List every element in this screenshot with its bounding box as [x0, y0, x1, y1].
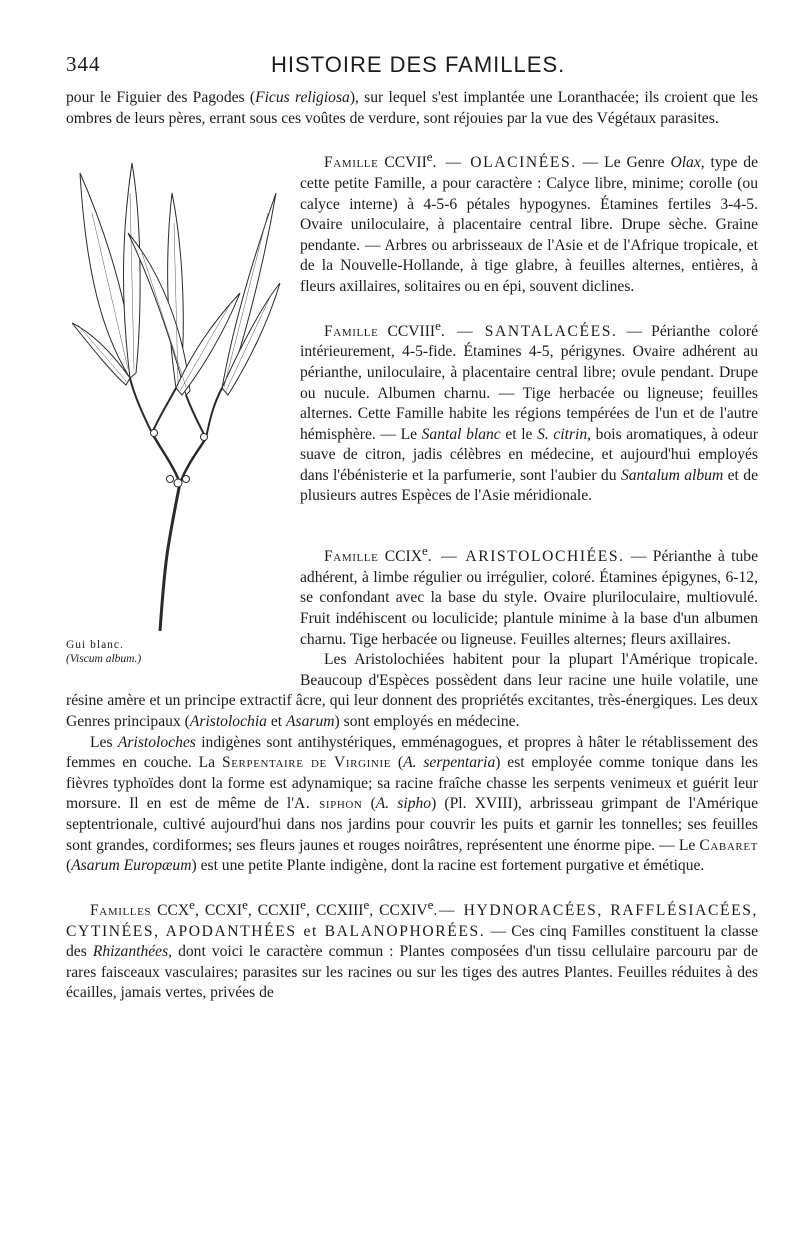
genus-name: Aristolochia [189, 713, 267, 730]
separator: , [247, 901, 258, 919]
family-number: CCXI [204, 901, 243, 919]
family-number: CCXIII [315, 901, 364, 919]
family-label: Famille [324, 154, 379, 172]
family-number-sup: e [363, 896, 370, 912]
species-name: A. serpentaria [403, 754, 496, 772]
family-number-sup: e [426, 149, 433, 165]
species-name: Serpentaire de Virginie [221, 754, 392, 772]
family-title: . — ARISTOLOCHIÉES. [427, 548, 625, 566]
family-text: , dont voici le caractère commun : Plantes composées d'un tissu cellulaire parcouru par de rares faisceaux vasculaires; parasites sur les racines ou sur les tiges des autres Plantes. Feuilles réduites à des écailles, jamais vertes, privées de [66, 943, 758, 1002]
genus-name: Olax [670, 154, 701, 172]
family-text: — Le Genre [576, 154, 671, 172]
family-label: Familles [90, 901, 152, 919]
family-text: et de plusieurs autres Espèces de l'Asie méridionale. [300, 466, 758, 505]
species-name: Cabaret [699, 836, 758, 854]
genus-name: Aristoloches [117, 733, 196, 751]
family-number: CCX [157, 901, 190, 919]
species-name: Santal blanc [421, 425, 501, 443]
family-text: — Périanthe coloré intérieurement, 4-5-fide. Étamines 4-5, périgynes. Ovaire adhérent au périanthe, uniloculaire, à placentaire central libre; ovule pendant. Drupe ou nucule. Albumen charnu. — Tige herbacée ou ligneuse; feuilles alternes. Cette Famille habite les régions tempérées de l'un et de l'autre hémisphère. — Le [300, 322, 758, 443]
family-label: Famille [324, 548, 379, 566]
species-name: Santalum album [620, 466, 724, 484]
running-header [66, 52, 756, 82]
family-number-sup: e [421, 543, 428, 559]
family-number-sup: e [435, 317, 441, 333]
spacer [66, 877, 758, 895]
family-text: — Ces cinq Familles constituent la classe des [66, 922, 758, 961]
aristolochiees-paragraph-3 [66, 733, 758, 877]
page-body [66, 88, 758, 1004]
species-name: Asarum Europæum [71, 857, 192, 875]
separator: , [194, 901, 205, 919]
separator: , [369, 901, 380, 919]
family-text: — Périanthe à tube adhérent, à limbe régulier ou irrégulier, coloré. Étamines épigynes, 6-12, se confondant avec la base du style. Ovaire pluriloculaire, multiovulé. Fruit indéhiscent ou loculicide; plantule minime à la base d'un albumen charnu. Tige herbacée ou ligneuse. Feuilles alternes; fleurs axillaires. [300, 548, 758, 648]
family-title: . — SANTALACÉES. [440, 322, 618, 340]
genus-name: Asarum [286, 713, 335, 730]
family-text: ) est une petite Plante indigène, dont la racine est fortement purgative et émétique. [191, 857, 705, 875]
family-number: CCXIV [379, 901, 428, 919]
family-text: ) est employée comme tonique dans les fièvres typhoïdes dont la forme est adynamique; sa racine fraîche chasse les serpents venimeux et guérit leur morsure. Il en est de même de l' [66, 754, 759, 813]
family-text: et le [500, 425, 538, 443]
family-number-sup: e [189, 896, 195, 912]
family-text: ) (Pl. XVIII), arbrisseau grimpant de l'Amérique septentrionale, cultivé aujourd'hui dans nos jardins pour couvrir les puits et garnir les tonnelles; ses feuilles sont grandes, cordiformes; ses fleurs jaunes et rouges noirâtres, représentent une énorme pipe. — Le [66, 795, 758, 854]
species-name: A. siphon [294, 795, 363, 813]
family-number: CCVII [384, 154, 427, 172]
family-label: Famille [324, 322, 379, 340]
family-text: Les Aristolochiées habitent pour la plupart l'Amérique tropicale. Beaucoup d'Espèces possèdent dans leur racine une huile volatile, une résine amère et un principe extractif âcre, qui leur donnent des propriétés excitantes, très-énergiques. Les deux Genres principaux ( [66, 651, 758, 730]
caption-name: Gui blanc. [66, 639, 124, 652]
page-number: 344 [66, 52, 101, 76]
family-text: ) sont employés en médecine. [334, 713, 520, 730]
intro-text: ), sur lequel s'est implantée une Loranthacée; ils croient que les ombres de leurs pères, errant sous ces voûtes de verdure, sont réjouies par la vue des Végétaux parasites. [66, 89, 758, 127]
family-text: indigènes sont antihystériques, emménagogues, et propres à hâter le rétablissement des femmes en couche. La [66, 733, 758, 772]
family-text: ( [362, 795, 376, 813]
caption-latin [66, 652, 176, 666]
intro-text: pour le Figuier des Pagodes ( [66, 89, 256, 106]
family-number: CCIX [384, 548, 422, 566]
family-text: ( [66, 857, 72, 875]
family-number-sup: e [427, 896, 434, 912]
family-text: et [266, 713, 287, 730]
family-title: . — OLACINÉES. [432, 154, 577, 172]
class-name: Rhizanthées [92, 943, 169, 961]
figure-caption [66, 638, 176, 666]
family-title: .— HYDNORACÉES, RAFFLÉSIACÉES, CYTINÉES, APODANTHÉES et BALANOPHORÉES. [66, 901, 759, 940]
ficus-name: Ficus religiosa [255, 89, 350, 106]
species-name: S. citrin [537, 425, 588, 443]
family-text: Les [90, 733, 118, 751]
family-text: , type de cette petite Famille, a pour caractère : Calyce libre, minime; corolle (ou calyce interne) à 4-5-6 pétales hypogynes. Étamines fertiles 3-4-5. Ovaire uniloculaire, à placentaire central libre. Drupe sèche. Graine pendante. — Arbres ou arbrisseaux de l'Asie et de l'Afrique tropicale, et de la Nouvelle-Hollande, à tige glabre, à feuilles alternes, entières, à fleurs axillaires, solitaires ou en épi, souvent diclines. [300, 154, 758, 295]
species-name: A. sipho [375, 795, 432, 813]
family-text: , bois aromatiques, à odeur suave de citron, jadis célèbres en médecine, et aujourd'hui employés dans l'ébénisterie et la parfumerie, sont l'aubier du [300, 425, 758, 484]
family-number-sup: e [300, 896, 306, 912]
mistletoe-figure [66, 133, 288, 678]
family-number: CCXII [257, 901, 301, 919]
mistletoe-illustration-icon [72, 133, 282, 633]
family-text: ( [391, 754, 404, 772]
intro-paragraph [66, 88, 758, 129]
hydnoracees-paragraph [66, 895, 758, 1004]
separator: , [305, 901, 316, 919]
family-number: CCVIII [387, 322, 436, 340]
family-number-sup: e [242, 896, 248, 912]
caption-latin-text: (Viscum album.) [66, 653, 142, 666]
running-title: HISTOIRE DES FAMILLES. [271, 52, 566, 77]
